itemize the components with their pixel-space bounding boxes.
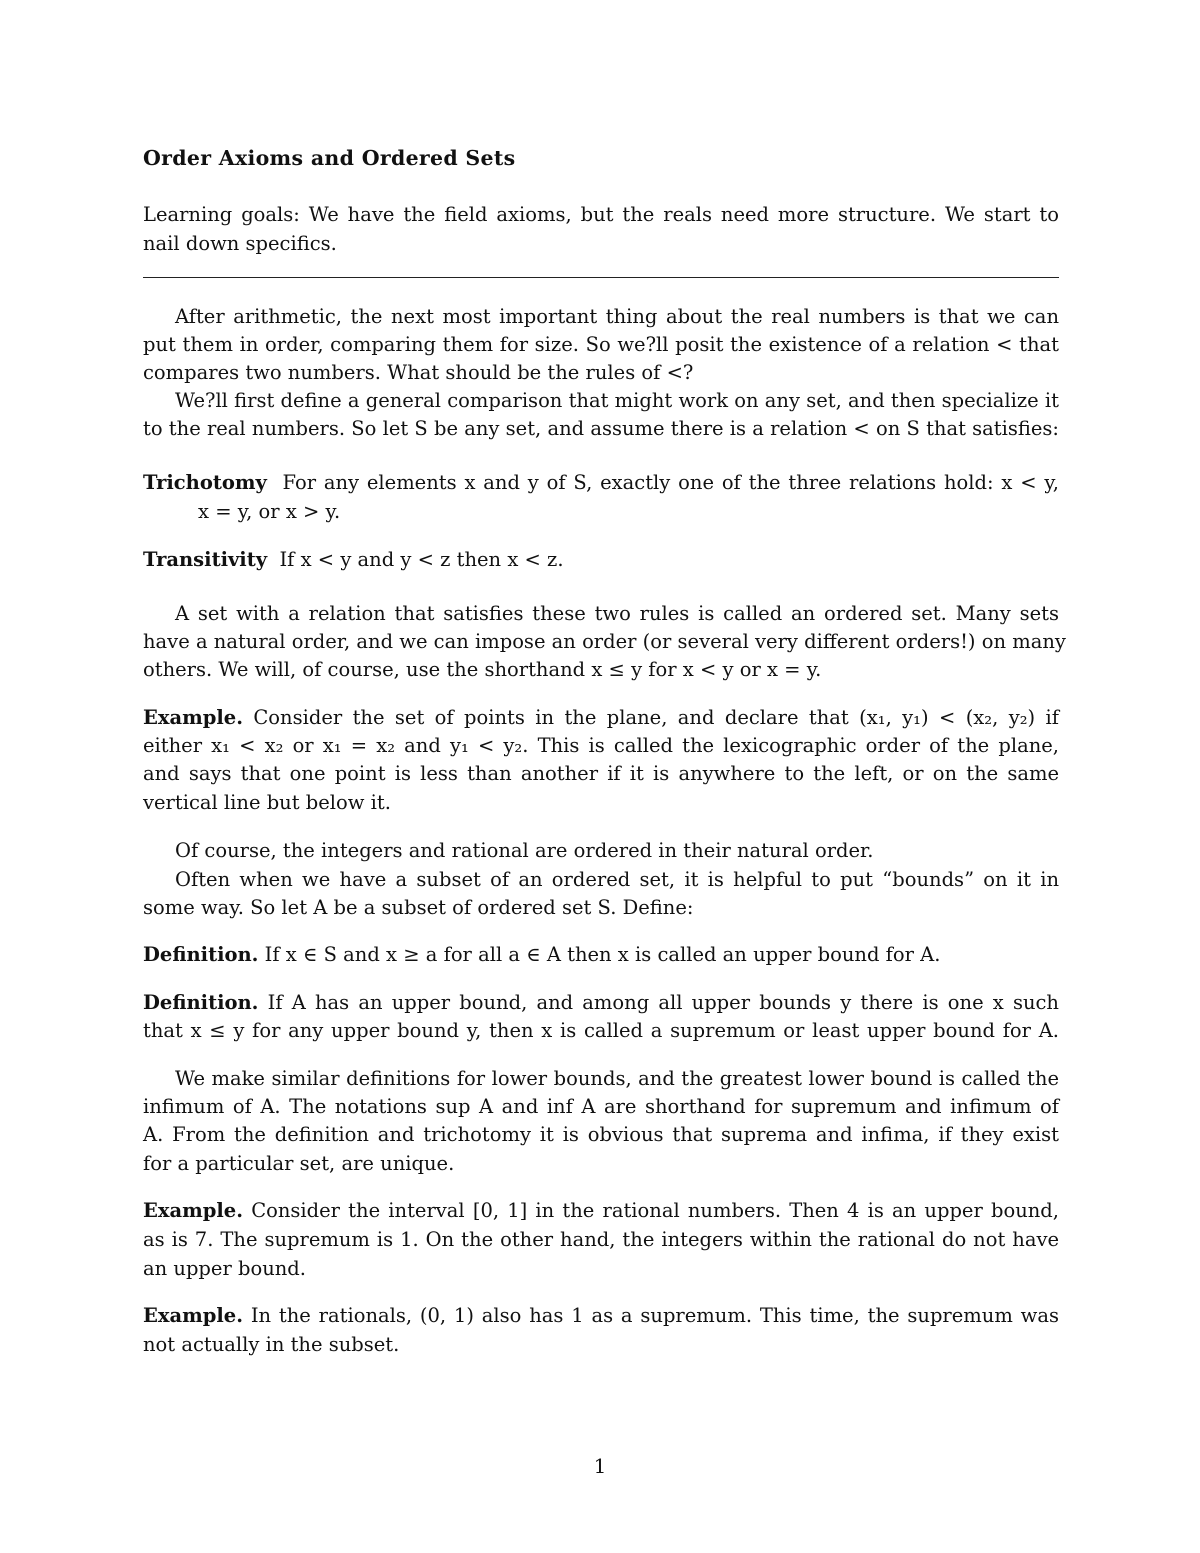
example-interval-line: as is 7. The supremum is 1. On the other hand, the integers within the rational do not have [143, 1228, 1059, 1251]
transitivity-label: Transitivity [143, 548, 268, 571]
horizontal-rule [143, 277, 1059, 278]
example-lexicographic-line: vertical line but below it. [143, 791, 391, 814]
example-text: In the rationals, (0, 1) also has 1 as a supremum. This time, the supremum was [250, 1304, 1059, 1327]
example-label: Example. [143, 1304, 243, 1327]
ordered-set-paragraph-line: A set with a relation that satisfies these two rules is called an ordered set. Many sets [175, 602, 1059, 625]
integers-paragraph-line: Often when we have a subset of an ordered set, it is helpful to put “bounds” on it in [175, 868, 1059, 891]
definition-label: Definition. [143, 943, 259, 966]
intro-paragraph-line: After arithmetic, the next most important thing about the real numbers is that we can [175, 305, 1059, 328]
example-lexicographic-line: and says that one point is less than another if it is anywhere to the left, or on the same [143, 762, 1059, 785]
lower-bounds-paragraph-line: A. From the definition and trichotomy it is obvious that suprema and infima, if they exist [143, 1123, 1059, 1146]
lower-bounds-paragraph-line: infimum of A. The notations sup A and inf A are shorthand for supremum and infimum of [143, 1095, 1059, 1118]
definition-text: If A has an upper bound, and among all upper bounds y there is one x such [267, 991, 1059, 1014]
trichotomy-axiom [143, 469, 1059, 497]
example-interval [143, 1197, 1059, 1225]
page-title: Order Axioms and Ordered Sets [143, 146, 516, 170]
integers-paragraph-line: some way. So let A be a subset of ordered set S. Define: [143, 896, 694, 919]
definition-upper-bound [143, 941, 1059, 969]
example-lexicographic-line: either x₁ < x₂ or x₁ = x₂ and y₁ < y₂. This is called the lexicographic order of the plane, [143, 734, 1059, 757]
page-number: 1 [593, 1454, 607, 1478]
definition-supremum-line: that x ≤ y for any upper bound y, then x is called a supremum or least upper bound for A. [143, 1019, 1059, 1042]
example-rationals-line: not actually in the subset. [143, 1333, 400, 1356]
example-label: Example. [143, 1199, 243, 1222]
ordered-set-paragraph-line: have a natural order, and we can impose an order (or several very different orders!) on many [143, 630, 1066, 653]
transitivity-axiom [143, 546, 1059, 574]
trichotomy-label: Trichotomy [143, 471, 267, 494]
example-rationals [143, 1302, 1059, 1330]
example-lexicographic [143, 704, 1059, 732]
intro-paragraph-line: compares two numbers. What should be the rules of <? [143, 361, 694, 384]
trichotomy-text: For any elements x and y of S, exactly one of the three relations hold: x < y, [282, 471, 1059, 494]
ordered-set-paragraph-line: others. We will, of course, use the shorthand x ≤ y for x < y or x = y. [143, 658, 822, 681]
lower-bounds-paragraph-line: for a particular set, are unique. [143, 1152, 455, 1175]
learning-goals-line-2: nail down specifics. [143, 232, 337, 255]
integers-paragraph-line: Of course, the integers and rational are ordered in their natural order. [175, 839, 874, 862]
intro-paragraph-line: We?ll first define a general comparison that might work on any set, and then specialize it [175, 389, 1059, 412]
definition-text: If x ∈ S and x ≥ a for all a ∈ A then x is called an upper bound for A. [264, 943, 941, 966]
example-text: Consider the set of points in the plane, and declare that (x₁, y₁) < (x₂, y₂) if [253, 706, 1059, 729]
trichotomy-continuation: x = y, or x > y. [198, 500, 341, 523]
example-interval-line: an upper bound. [143, 1257, 306, 1280]
intro-paragraph-line: put them in order, comparing them for size. So we?ll posit the existence of a relation < that [143, 333, 1059, 356]
learning-goals-line-1: Learning goals: We have the field axioms, but the reals need more structure. We start to [143, 203, 1059, 226]
definition-supremum [143, 989, 1059, 1017]
transitivity-text: If x < y and y < z then x < z. [279, 548, 564, 571]
example-label: Example. [143, 706, 243, 729]
intro-paragraph-line: to the real numbers. So let S be any set, and assume there is a relation < on S that satisfies: [143, 417, 1059, 440]
definition-label: Definition. [143, 991, 259, 1014]
lower-bounds-paragraph-line: We make similar definitions for lower bounds, and the greatest lower bound is called the [175, 1067, 1059, 1090]
example-text: Consider the interval [0, 1] in the rational numbers. Then 4 is an upper bound, [251, 1199, 1059, 1222]
